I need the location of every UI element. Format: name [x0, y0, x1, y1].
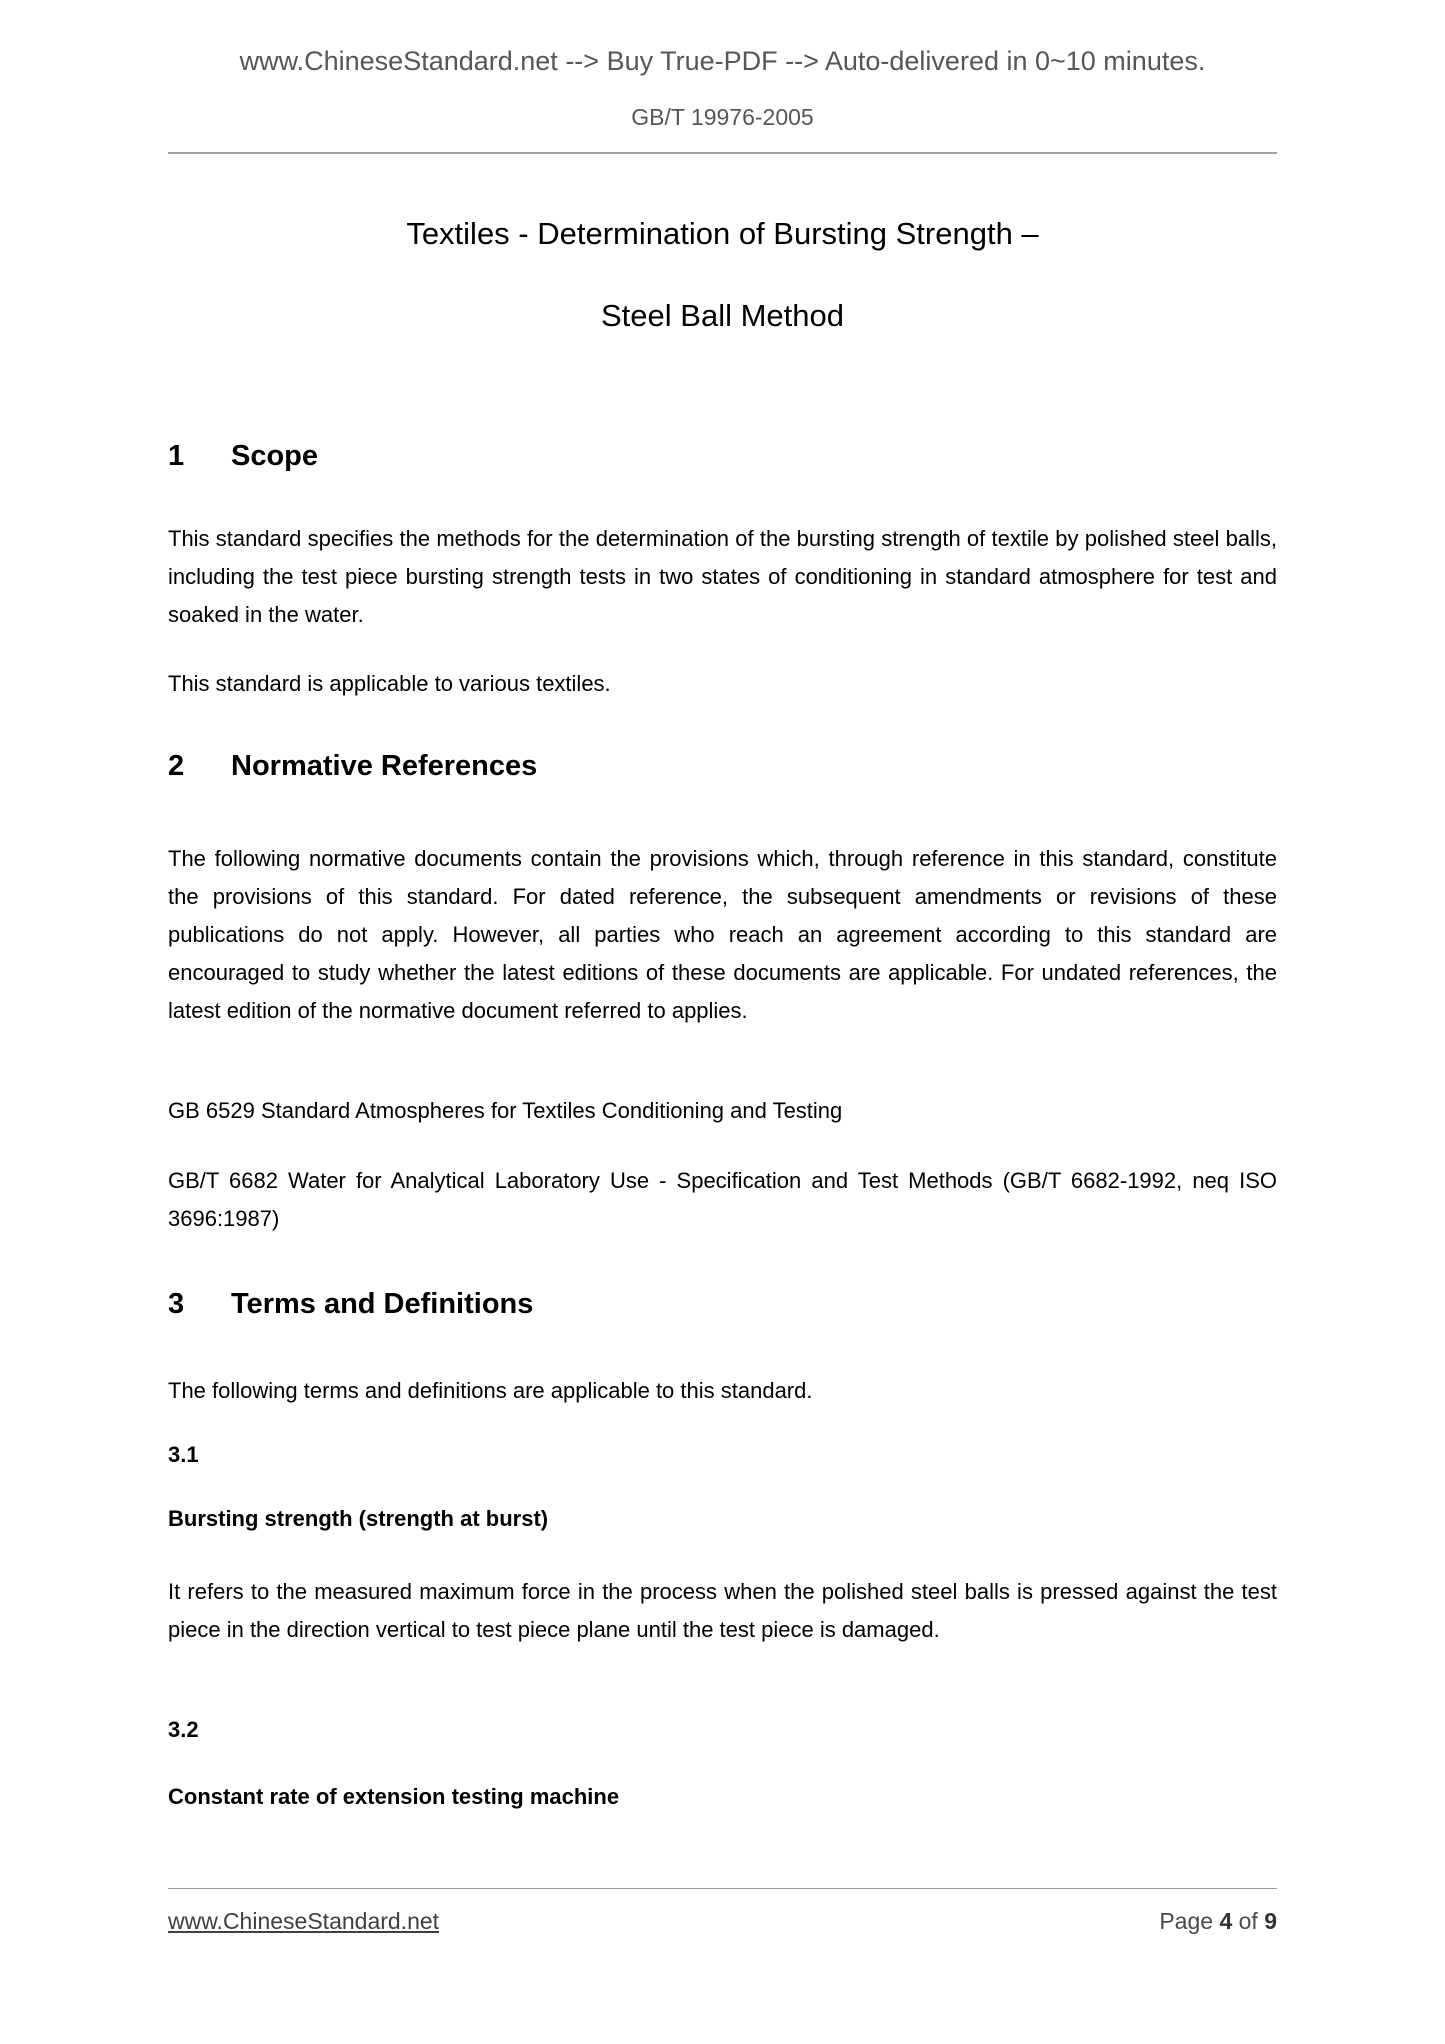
footer [168, 1908, 1277, 1935]
scope-paragraph-2: This standard is applicable to various textiles. [168, 671, 611, 696]
term-number-3-2: 3.2 [168, 1717, 199, 1742]
document-title-line1: Textiles - Determination of Bursting Strength – [406, 216, 1039, 251]
footer-of-label: of [1238, 1908, 1258, 1934]
footer-page-total: 9 [1264, 1908, 1277, 1934]
term-title-bursting-strength: Bursting strength (strength at burst) [168, 1506, 549, 1531]
document-title-line2: Steel Ball Method [601, 298, 844, 333]
footer-site-link[interactable]: www.ChineseStandard.net [168, 1908, 440, 1934]
term-title-constant-rate-machine: Constant rate of extension testing machine [168, 1784, 620, 1809]
section-heading-terms-definitions [168, 1288, 1277, 1321]
section-number: 2 [168, 750, 185, 782]
section-number: 3 [168, 1288, 185, 1320]
section-number: 1 [168, 440, 185, 472]
footer-divider [168, 1888, 1277, 1889]
section-heading-scope [168, 440, 1277, 473]
normative-paragraph-1: The following normative documents contain the provisions which, through reference in this standard, constitute the provisions of this standard. For dated reference, the subsequent amendments or revisions of these publications do not apply. However, all parties who reach an agreement according to this standard are encouraged to study whether the latest editions of these documents are applicable. For undated references, the latest edition of the normative document referred to applies. [168, 846, 1277, 1023]
section-title: Terms and Definitions [231, 1288, 534, 1320]
term-number-3-1: 3.1 [168, 1442, 199, 1467]
section-heading-normative-references [168, 750, 1277, 783]
header-divider [168, 152, 1277, 154]
section-title: Normative References [231, 750, 538, 782]
section-title: Scope [231, 440, 319, 472]
header-site-line: www.ChineseStandard.net --> Buy True-PDF --> Auto-delivered in 0~10 minutes. [239, 46, 1206, 76]
footer-page-indicator [1159, 1908, 1277, 1935]
header-standard-number: GB/T 19976-2005 [631, 104, 814, 130]
term-definition-3-1: It refers to the measured maximum force in the process when the polished steel balls is pressed against the test piece in the direction vertical to test piece plane until the test piece is damaged. [168, 1579, 1277, 1642]
footer-page-number: 4 [1219, 1908, 1233, 1934]
normative-reference-gb6529: GB 6529 Standard Atmospheres for Textiles Conditioning and Testing [168, 1098, 843, 1123]
scope-paragraph-1: This standard specifies the methods for the determination of the bursting strength of textile by polished steel balls, including the test piece bursting strength tests in two states of conditioning in standard atmosphere for test and soaked in the water. [168, 526, 1277, 627]
terms-intro-paragraph: The following terms and definitions are applicable to this standard. [168, 1378, 813, 1403]
normative-reference-gbt6682: GB/T 6682 Water for Analytical Laboratory Use - Specification and Test Methods (GB/T 6682-1992, neq ISO 3696:1987) [168, 1168, 1277, 1231]
footer-page-label: Page [1159, 1908, 1214, 1934]
